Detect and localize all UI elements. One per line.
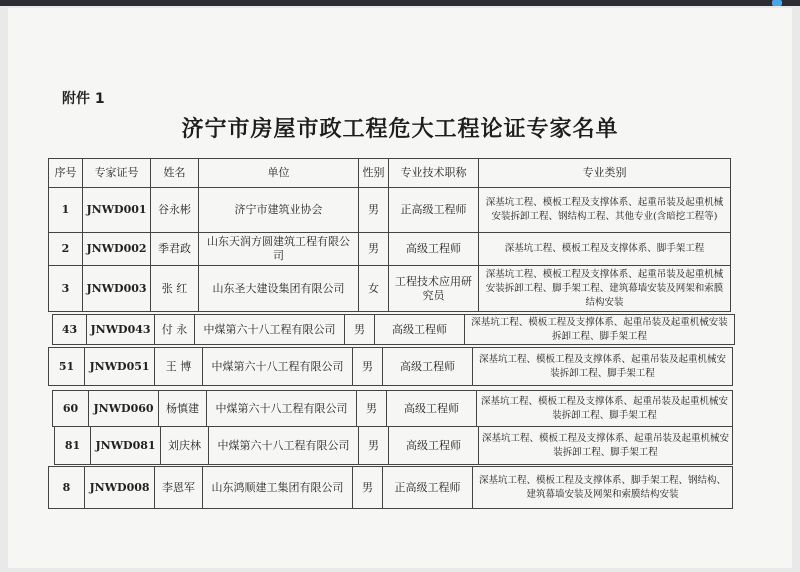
header-no: 序号 (49, 159, 83, 188)
header-name: 姓名 (151, 159, 199, 188)
cell-unit: 山东鸿顺建工集团有限公司 (203, 467, 353, 509)
cell-category: 深基坑工程、模板工程及支撑体系、起重吊装及起重机械安装拆卸工程、脚手架工程 (477, 391, 733, 427)
cell-unit: 中煤第六十八工程有限公司 (209, 427, 359, 465)
expert-table-strip-60 (52, 390, 733, 427)
cell-id: JNWD001 (83, 188, 151, 233)
cell-name: 谷永彬 (151, 188, 199, 233)
cell-category: 深基坑工程、模板工程及支撑体系、起重吊装及起重机械安装拆卸工程、脚手架工程 (465, 315, 735, 345)
cell-no: 43 (53, 315, 87, 345)
cell-id: JNWD060 (89, 391, 159, 427)
cell-title: 高级工程师 (375, 315, 465, 345)
cell-unit: 济宁市建筑业协会 (199, 188, 359, 233)
cell-no: 1 (49, 188, 83, 233)
cell-gender: 男 (353, 348, 383, 386)
cell-no: 81 (55, 427, 91, 465)
table-row (55, 427, 733, 465)
cell-category: 深基坑工程、模板工程及支撑体系、起重吊装及起重机械安装拆卸工程、钢结构工程、其他专业(含暗挖工程等) (479, 188, 731, 233)
cell-no: 51 (49, 348, 85, 386)
cell-unit: 山东天润方圆建筑工程有限公司 (199, 233, 359, 266)
table-row (53, 391, 733, 427)
cell-title: 高级工程师 (389, 427, 479, 465)
attachment-label: 附件 1 (62, 91, 105, 107)
cell-name: 付 永 (155, 315, 195, 345)
expert-table-strip-8 (48, 466, 733, 509)
expert-table-strip-51 (48, 347, 733, 386)
cell-category: 深基坑工程、模板工程及支撑体系、起重吊装及起重机械安装拆卸工程、脚手架工程 (473, 348, 733, 386)
cell-no: 60 (53, 391, 89, 427)
cell-gender: 男 (357, 391, 387, 427)
cell-name: 张 红 (151, 266, 199, 312)
table-row (49, 188, 731, 233)
header-title: 专业技术职称 (389, 159, 479, 188)
status-indicator-icon (772, 0, 782, 6)
cell-unit: 山东圣大建设集团有限公司 (199, 266, 359, 312)
cell-title: 正高级工程师 (383, 467, 473, 509)
cell-gender: 男 (359, 233, 389, 266)
expert-table-strip-81 (54, 426, 733, 465)
header-id: 专家证号 (83, 159, 151, 188)
cell-id: JNWD003 (83, 266, 151, 312)
cell-title: 高级工程师 (387, 391, 477, 427)
cell-gender: 男 (359, 188, 389, 233)
cell-gender: 女 (359, 266, 389, 312)
cell-name: 杨慎建 (159, 391, 207, 427)
cell-category: 深基坑工程、模板工程及支撑体系、脚手架工程 (479, 233, 731, 266)
cell-gender: 男 (353, 467, 383, 509)
cell-id: JNWD051 (85, 348, 155, 386)
cell-no: 2 (49, 233, 83, 266)
cell-unit: 中煤第六十八工程有限公司 (207, 391, 357, 427)
cell-category: 深基坑工程、模板工程及支撑体系、脚手架工程、钢结构、建筑幕墙安装及网架和索膜结构安装 (473, 467, 733, 509)
cell-category: 深基坑工程、模板工程及支撑体系、起重吊装及起重机械安装拆卸工程、脚手架工程、建筑幕墙安装及网架和索膜结构安装 (479, 266, 731, 312)
table-row (49, 233, 731, 266)
cell-title: 正高级工程师 (389, 188, 479, 233)
cell-id: JNWD008 (85, 467, 155, 509)
cell-gender: 男 (345, 315, 375, 345)
table-header-row (49, 159, 731, 188)
document-title: 济宁市房屋市政工程危大工程论证专家名单 (181, 116, 619, 142)
header-category: 专业类别 (479, 159, 731, 188)
cell-no: 3 (49, 266, 83, 312)
cell-category: 深基坑工程、模板工程及支撑体系、起重吊装及起重机械安装拆卸工程、脚手架工程 (479, 427, 733, 465)
table-row (49, 348, 733, 386)
cell-id: JNWD043 (87, 315, 155, 345)
header-unit: 单位 (199, 159, 359, 188)
cell-id: JNWD002 (83, 233, 151, 266)
cell-id: JNWD081 (91, 427, 161, 465)
cell-unit: 中煤第六十八工程有限公司 (203, 348, 353, 386)
cell-name: 李恩军 (155, 467, 203, 509)
cell-name: 刘庆林 (161, 427, 209, 465)
cell-title: 工程技术应用研究员 (389, 266, 479, 312)
cell-name: 王 博 (155, 348, 203, 386)
table-row (49, 266, 731, 312)
header-gender: 性别 (359, 159, 389, 188)
window-top-bar (0, 0, 800, 6)
table-row (53, 315, 735, 345)
cell-title: 高级工程师 (389, 233, 479, 266)
cell-gender: 男 (359, 427, 389, 465)
cell-title: 高级工程师 (383, 348, 473, 386)
cell-no: 8 (49, 467, 85, 509)
cell-unit: 中煤第六十八工程有限公司 (195, 315, 345, 345)
expert-table-strip-43 (52, 314, 735, 345)
table-row (49, 467, 733, 509)
expert-table-main (48, 158, 731, 312)
cell-name: 季君政 (151, 233, 199, 266)
